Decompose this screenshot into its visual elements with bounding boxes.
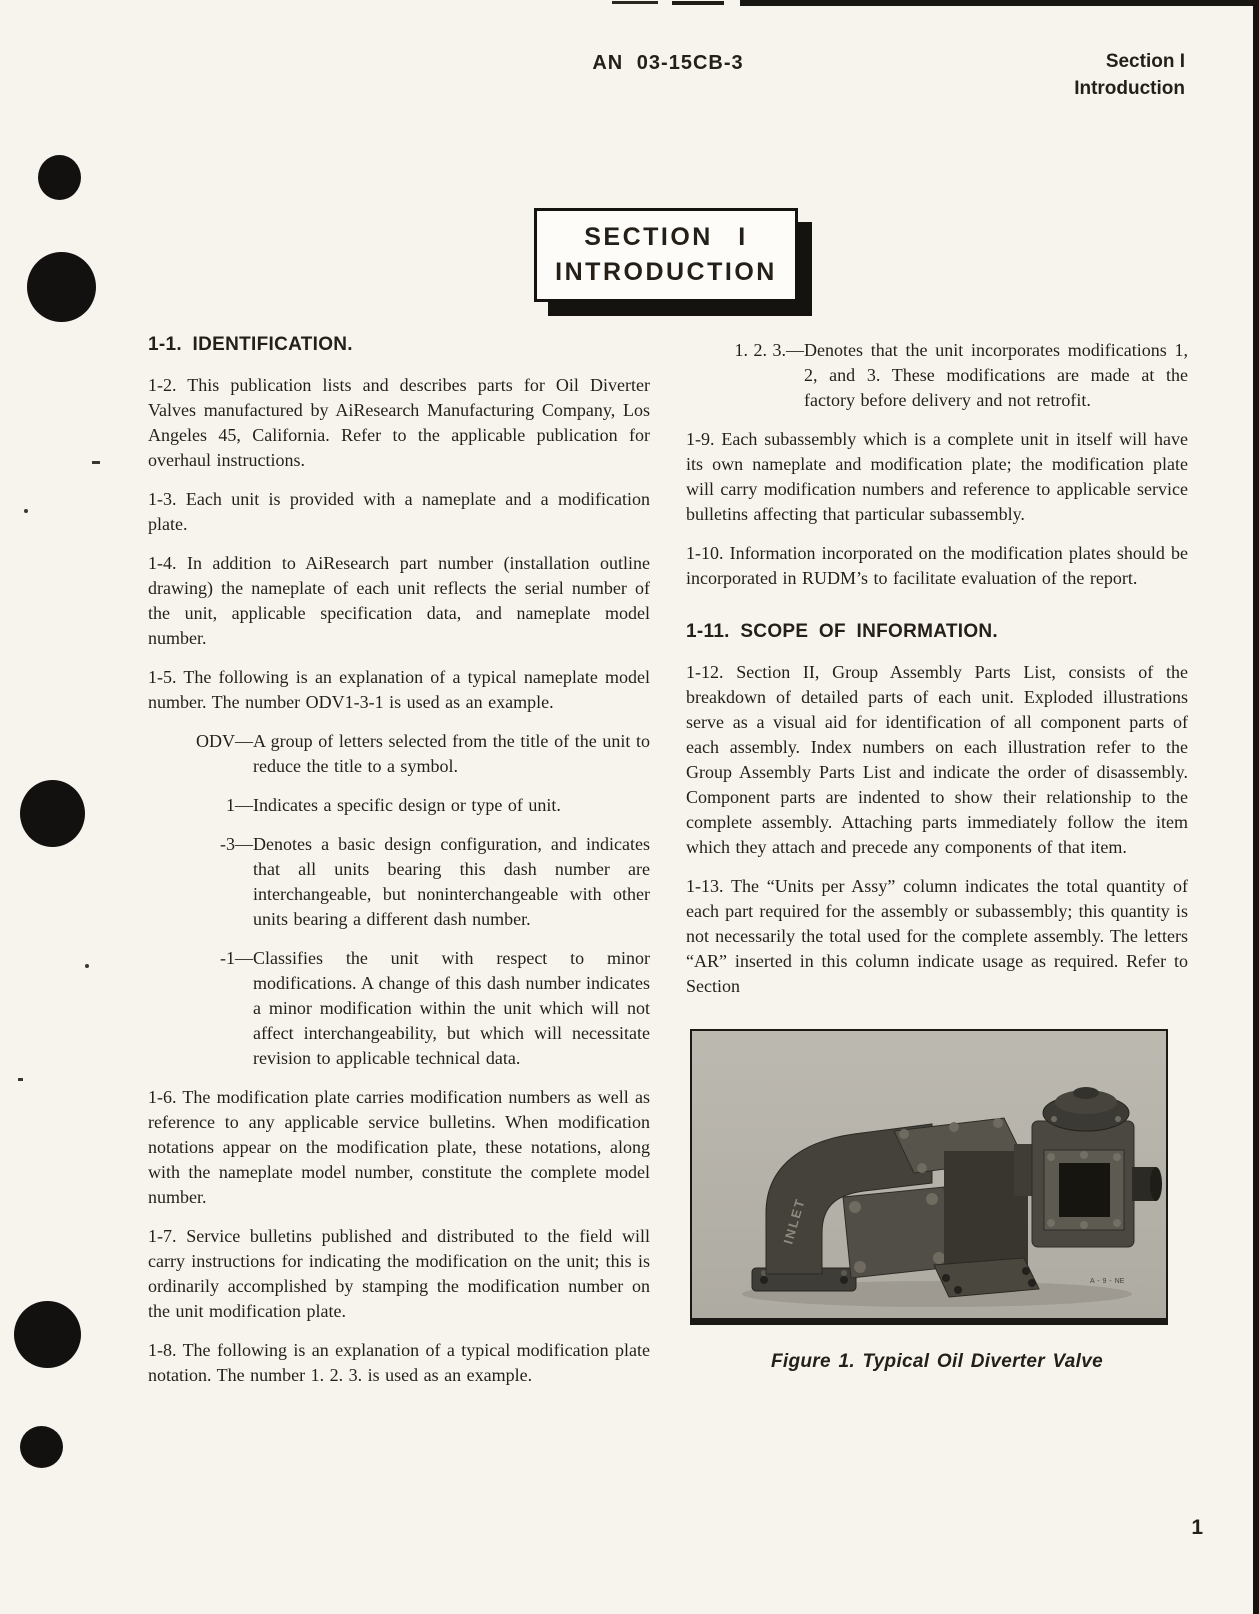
paragraph-1-2: 1-2. This publication lists and describes parts for Oil Diverter Valves manufactured by AiResearch Manufacturing Company, Los Angeles 45, California. Refer to the applicable publication for overhaul instructions.	[148, 375, 650, 470]
speck	[92, 461, 100, 464]
paragraph-1-13: 1-13. The “Units per Assy” column indicates the total quantity of each part required for the assembly or subassembly; this quantity is not necessarily the total used for the complete assembly. The letters “AR” inserted in this column indicate usage as required. Refer to Section	[686, 876, 1188, 996]
paragraph-1-12: 1-12. Section II, Group Assembly Parts List, consists of the breakdown of detailed parts of each unit. Exploded illustrations serve as a visual aid for identification of all component parts of each assembly. Index numbers on each illustration refer to the Group Assembly Parts List and indicate the order of disassembly. Component parts are indented to show their relationship to the complete assembly. Attaching parts immediately follow the item which they attach and precede any components of that item.	[686, 662, 1188, 857]
paragraph-1-9: 1-9. Each subassembly which is a complete unit in itself will have its own nameplate and modification plate; the modification plate will carry modification numbers and reference to applicable service bulletins affecting that particular subassembly.	[686, 429, 1188, 524]
section-banner-line1: SECTION I	[584, 223, 748, 251]
definition-term: -1—	[220, 948, 253, 968]
photo-mark: A - 9 - NE	[1090, 1278, 1125, 1285]
speck	[24, 509, 28, 513]
definition-text: Indicates a specific design or type of unit.	[253, 795, 561, 815]
scan-edge-dash	[612, 1, 658, 4]
inlet-label: INLET	[780, 1195, 808, 1246]
paragraph-1-10: 1-10. Information incorporated on the modification plates should be incorporated in RUDM’s to facilitate evaluation of the report.	[686, 543, 1188, 588]
heading-identification: 1-1. IDENTIFICATION.	[148, 334, 353, 355]
scan-edge-top	[740, 0, 1259, 6]
definition-dash3	[148, 832, 650, 932]
definition-text: A group of letters selected from the title of the unit to reduce the title to a symbol.	[253, 731, 650, 776]
definition-term: ODV—	[196, 731, 253, 751]
page-number: 1	[1191, 1516, 1203, 1539]
section-banner-line2: INTRODUCTION	[555, 258, 777, 286]
right-column	[686, 332, 1188, 1402]
oil-diverter-valve-illustration	[692, 1031, 1166, 1318]
speck	[85, 964, 89, 968]
definition-text: Classifies the unit with respect to minor modifications. A change of this dash number indicates a minor modification within the unit which will not affect interchangeability, but which will necessitate revision to applicable technical data.	[253, 948, 650, 1068]
binding-dot	[38, 155, 81, 200]
scan-edge-dash	[672, 1, 724, 5]
paragraph-1-4: 1-4. In addition to AiResearch part number (installation outline drawing) the nameplate of each unit reflects the serial number of the unit, applicable specification data, and nameplate model number.	[148, 553, 650, 648]
doc-number: AN 03-15CB-3	[592, 52, 744, 74]
figure-1-photo	[690, 1029, 1168, 1325]
binding-dot	[20, 780, 85, 847]
definition-odv	[148, 729, 650, 779]
binding-dot	[14, 1301, 81, 1368]
paragraph-1-6: 1-6. The modification plate carries modification numbers as well as reference to any applicable service bulletins. When modification notations appear on the modification plate, these notations, along with the nameplate model number, constitute the complete model number.	[148, 1087, 650, 1207]
definition-dash1	[148, 946, 650, 1071]
binding-dot	[20, 1426, 63, 1468]
scan-edge-right	[1253, 0, 1259, 1614]
running-head-subsection: Introduction	[1074, 78, 1185, 99]
section-banner	[534, 208, 798, 302]
binding-dot	[27, 252, 96, 322]
definition-term: 1—	[226, 795, 253, 815]
heading-scope-of-information: 1-11. SCOPE OF INFORMATION.	[686, 621, 999, 642]
body-columns	[148, 332, 1188, 1402]
paragraph-1-8: 1-8. The following is an explanation of a typical modification plate notation. The number 1. 2. 3. is used as an example.	[148, 1340, 650, 1385]
definition-term: 1. 2. 3.—	[734, 340, 804, 360]
running-head-section: Section I	[1105, 51, 1185, 72]
definition-123	[686, 338, 1188, 413]
paragraph-1-7: 1-7. Service bulletins published and distributed to the field will carry instructions for indicating the modification on the unit; this is ordinarily accomplished by stamping the modification number on the unit modification plate.	[148, 1226, 650, 1321]
left-column	[148, 332, 650, 1402]
paragraph-1-5: 1-5. The following is an explanation of a typical nameplate model number. The number ODV1-3-1 is used as an example.	[148, 667, 650, 712]
figure-1-caption: Figure 1. Typical Oil Diverter Valve	[771, 1351, 1103, 1372]
definition-text: Denotes a basic design configuration, and indicates that all units bearing this dash number are interchangeable, but noninterchangeable with other units bearing a different dash number.	[253, 834, 650, 929]
definition-1	[148, 793, 650, 818]
running-head	[1074, 48, 1185, 102]
definition-term: -3—	[220, 834, 253, 854]
definition-text: Denotes that the unit incorporates modifications 1, 2, and 3. These modifications are made at the factory before delivery and not retrofit.	[804, 340, 1188, 410]
speck	[18, 1078, 23, 1081]
paragraph-1-3: 1-3. Each unit is provided with a nameplate and a modification plate.	[148, 489, 650, 534]
